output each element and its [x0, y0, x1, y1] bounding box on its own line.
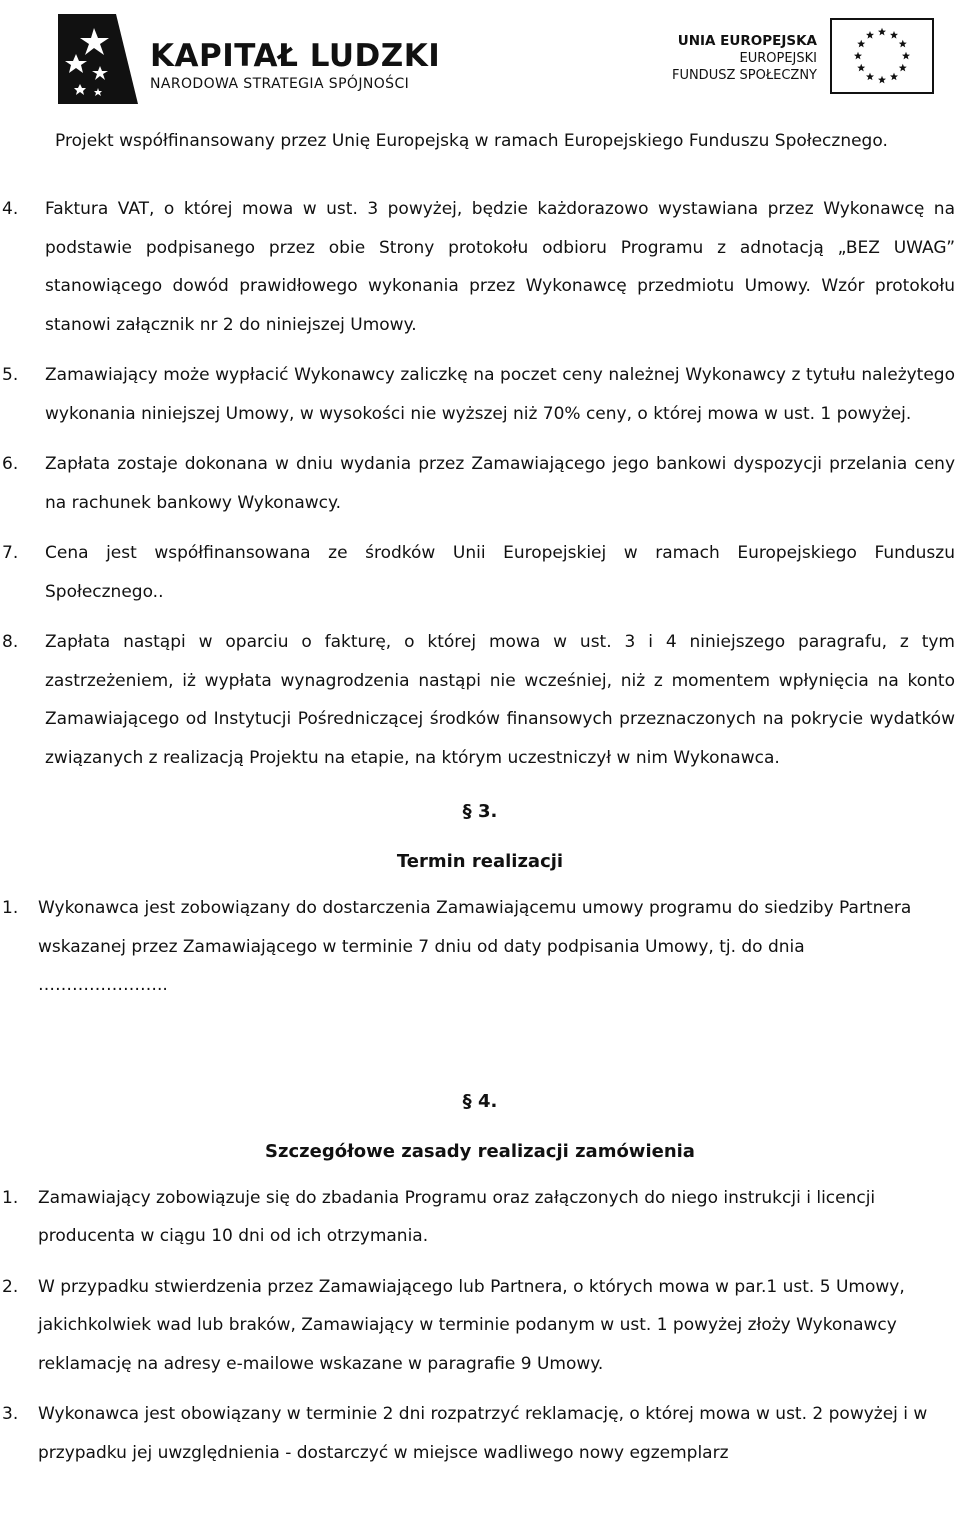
item-number: 8.: [2, 632, 19, 652]
section-3-title: Termin realizacji: [396, 851, 564, 872]
item-number: 1.: [2, 898, 19, 918]
org-subtitle: NARODOWA STRATEGIA SPÓJNOŚCI: [150, 76, 410, 92]
eu-fund-line1: EUROPEJSKI: [739, 51, 817, 66]
item-text: Zamawiający zobowiązuje się do zbadania Programu oraz załączonych do niego instrukcji i licencji producenta w ciągu 10 dni od ich otrzymania.: [38, 1187, 876, 1246]
item-number: 1.: [2, 1187, 19, 1208]
item-text: Faktura VAT, o której mowa w ust. 3 powyżej, będzie każdorazowo wystawiana przez Wykonawcę na podstawie podpisanego przez obie Strony protokołu odbioru Programu z adnotacją „BEZ UWAG” stanowiącego dowód prawidłowego wykonania przez Wykonawcę przedmiotu Umowy. Wzór protokołu stanowi załącznik nr 2 do niniejszej Umowy.: [45, 199, 955, 335]
item-number: 6.: [2, 454, 19, 474]
item-text: Wykonawca jest obowiązany w terminie 2 dni rozpatrzyć reklamację, o której mowa w ust. 2 powyżej i w przypadku jej uwzględnienia - dostarczyć w miejsce wadliwego nowy egzemplarz: [38, 1404, 928, 1463]
eu-title: UNIA EUROPEJSKA: [677, 33, 817, 49]
page-header: [0, 0, 960, 165]
list-item: [0, 1268, 960, 1384]
item-text: Zamawiający może wypłacić Wykonawcy zaliczkę na poczet ceny należnej Wykonawcy z tytułu należytego wykonania niniejszej Umowy, w wysokości nie wyższej niż 70% ceny, o której mowa w ust. 1 powyżej.: [45, 365, 955, 424]
list-item: [0, 190, 960, 344]
item-number: 7.: [2, 543, 19, 563]
item-text: Wykonawca jest zobowiązany do dostarczenia Zamawiającemu umowy programu do siedziby Partnera wskazanej przez Zamawiającego w terminie 7 dniu od daty podpisania Umowy, tj. do dnia …………………..: [38, 898, 912, 995]
eu-fund-line2: FUNDUSZ SPOŁECZNY: [671, 68, 817, 83]
document-body: [0, 190, 960, 1472]
list-item: [0, 356, 960, 433]
item-text: Zapłata zostaje dokonana w dniu wydania przez Zamawiającego jego bankowi dyspozycji przelania ceny na rachunek bankowy Wykonawcy.: [45, 454, 955, 513]
list-item: [0, 889, 960, 1005]
project-funding-line: Projekt współfinansowany przez Unię Europejską w ramach Europejskiego Funduszu Społecznego.: [55, 131, 888, 151]
item-number: 5.: [2, 365, 19, 385]
item-number: 3.: [2, 1404, 19, 1424]
section-3-number: § 3.: [462, 801, 498, 822]
org-name: KAPITAŁ LUDZKI: [150, 38, 441, 74]
item-text: Zapłata nastąpi w oparciu o fakturę, o której mowa w ust. 3 i 4 niniejszego paragrafu, z tym zastrzeżeniem, iż wypłata wynagrodzenia nastąpi nie wcześniej, niż z momentem wpłynięcia na konto Zamawiającego od Instytucji Pośredniczącej środków finansowych przeznaczonych na pokrycie wydatków związanych z realizacją Projektu na etapie, na którym uczestniczył w nim Wykonawca.: [45, 632, 955, 768]
section-4-title: Szczegółowe zasady realizacji zamówienia: [265, 1140, 695, 1162]
section-4-number: § 4.: [462, 1090, 498, 1112]
section-4-list: [0, 1179, 960, 1473]
eu-flag-icon: [830, 18, 934, 94]
item-text: Cena jest współfinansowana ze środków Unii Europejskiej w ramach Europejskiego Funduszu Społecznego..: [45, 543, 955, 602]
item-number: 4.: [2, 199, 19, 219]
list-item: [0, 623, 960, 777]
section-prev-list: [0, 190, 960, 777]
item-number: 2.: [2, 1276, 19, 1297]
section-3-list: [0, 889, 960, 1005]
list-item: [0, 534, 960, 611]
list-item: [0, 445, 960, 522]
item-text: W przypadku stwierdzenia przez Zamawiającego lub Partnera, o których mowa w par.1 ust. 5 Umowy, jakichkolwiek wad lub braków, Zamawiający w terminie podanym w ust. 1 powyżej złoży Wykonawcy reklamację na adresy e-mailowe wskazane w paragrafie 9 Umowy.: [38, 1276, 905, 1374]
list-item: [0, 1395, 960, 1472]
list-item: [0, 1179, 960, 1256]
